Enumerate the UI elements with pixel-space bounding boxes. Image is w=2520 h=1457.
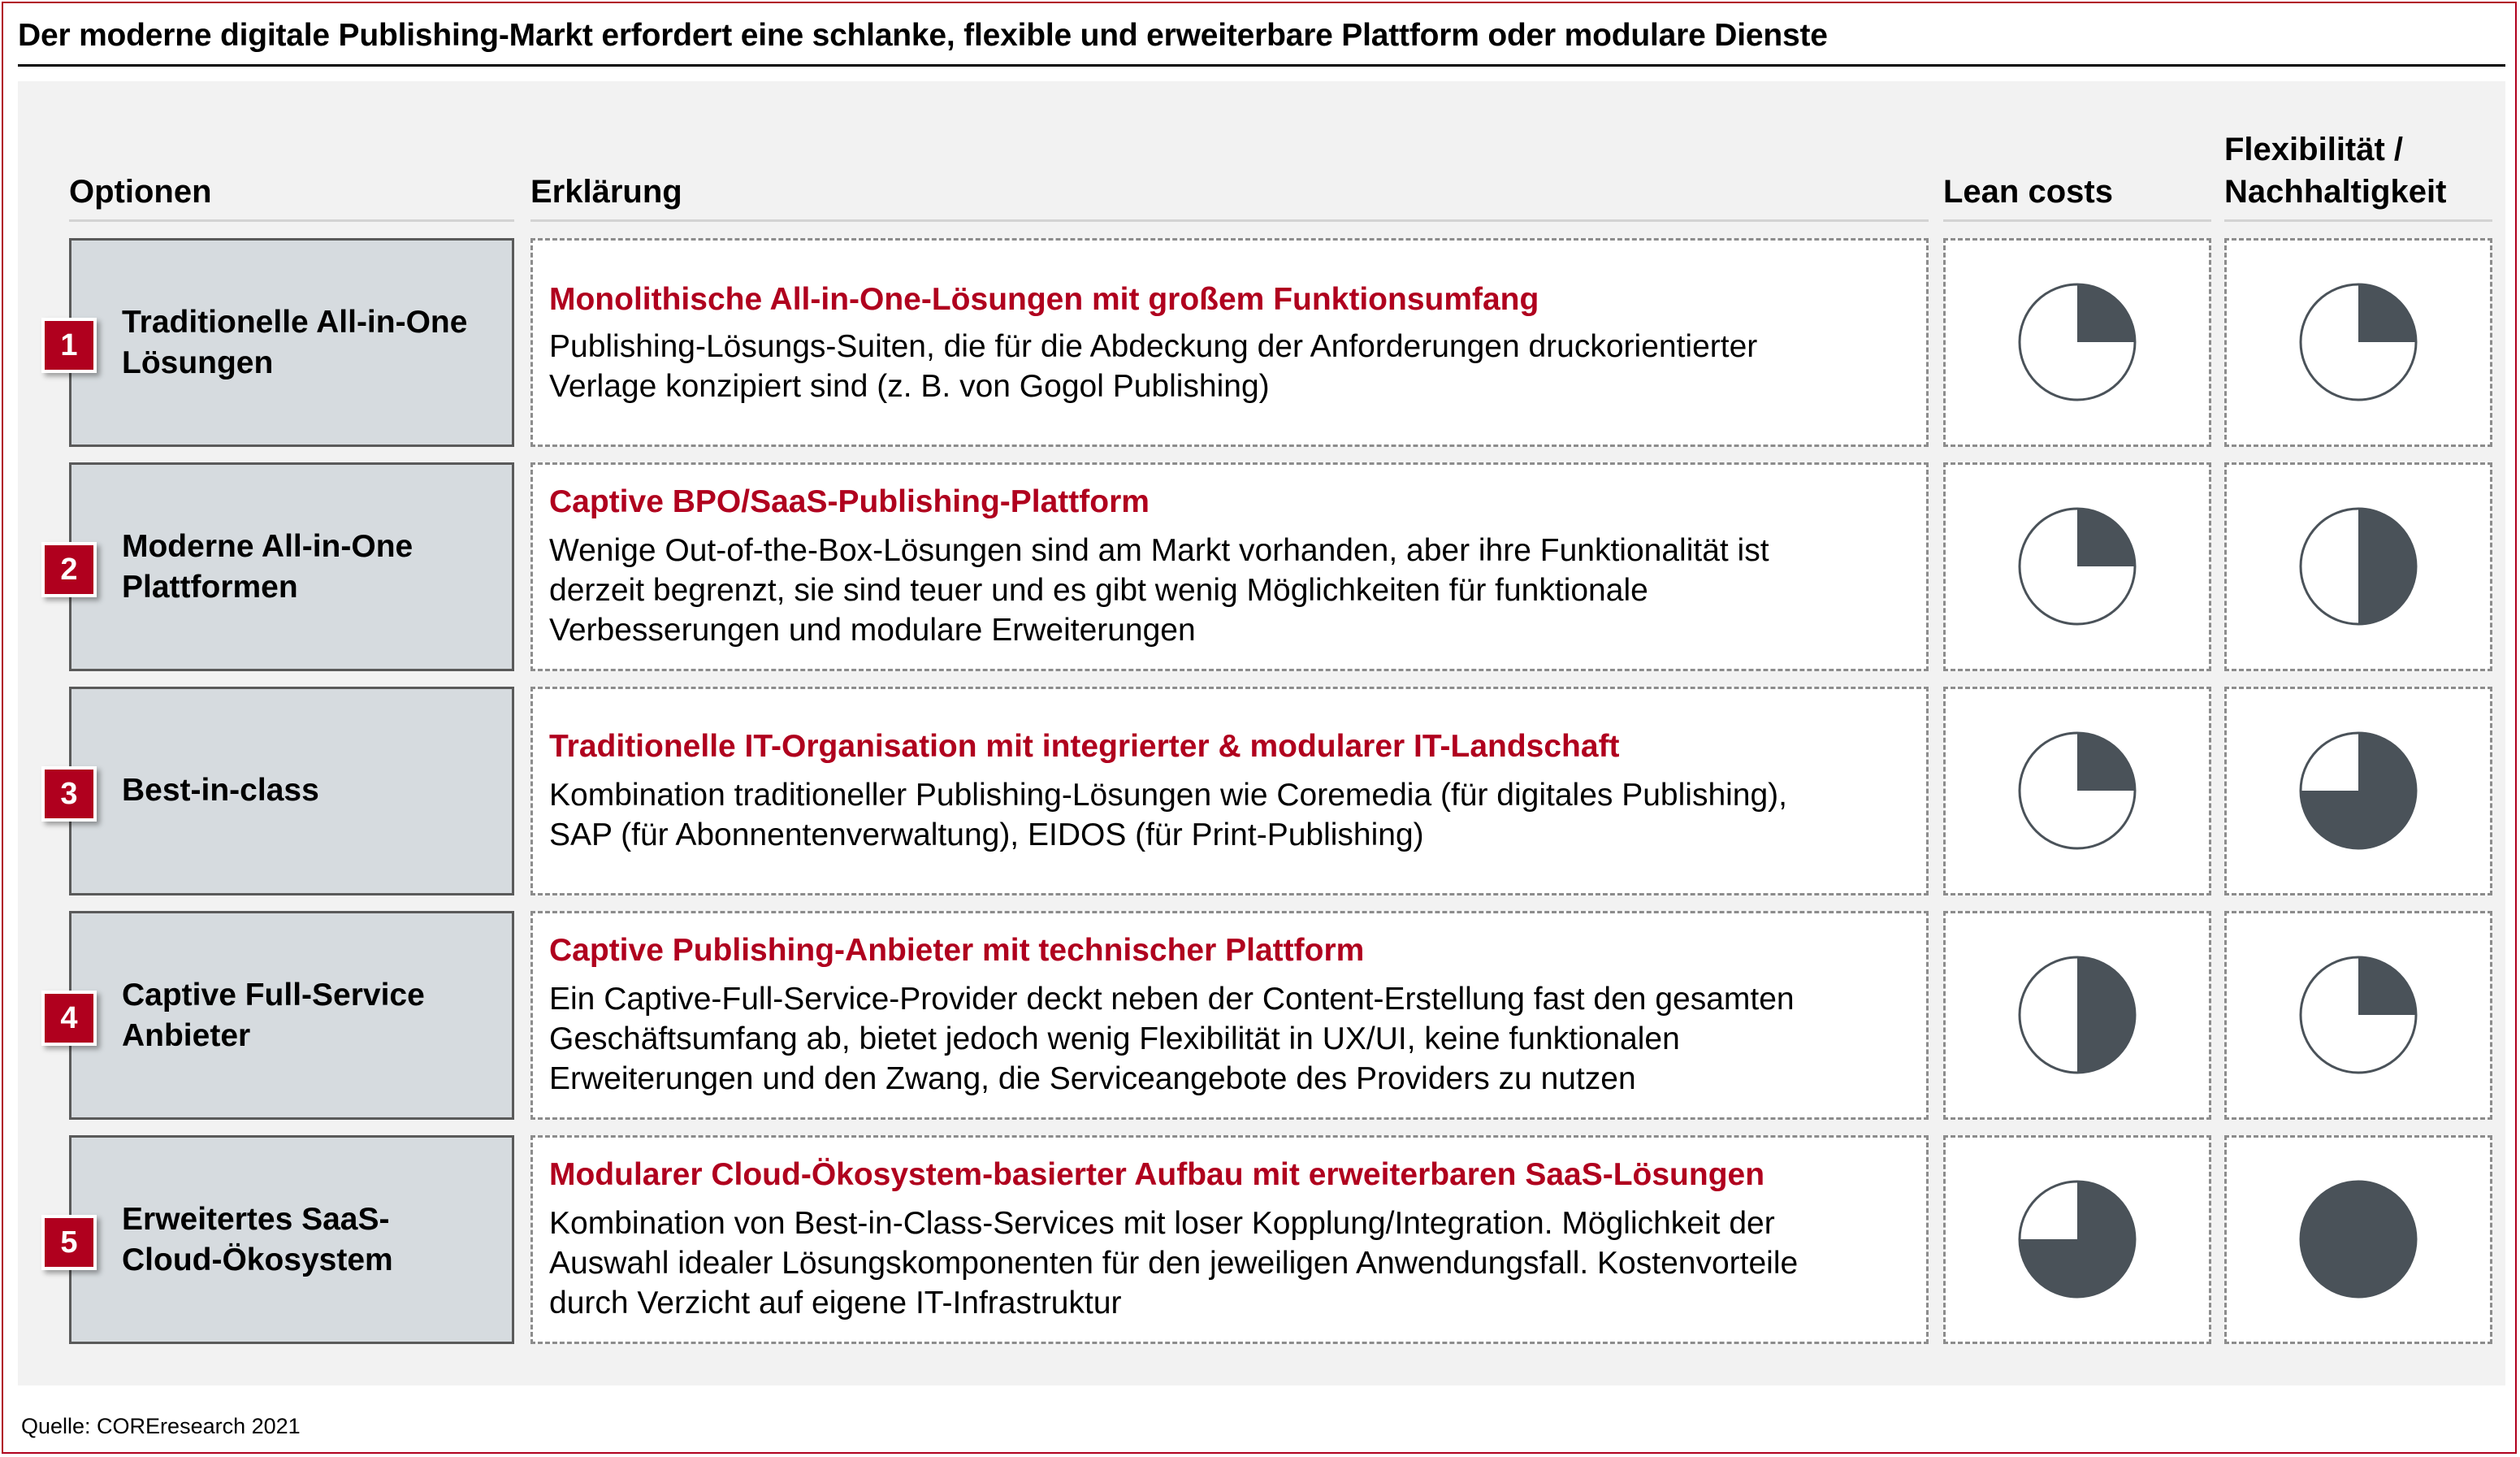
explanation-headline: Monolithische All-in-One-Lösungen mit großem Funktionsumfang [549, 282, 1539, 317]
number-badge: 3 [41, 766, 97, 822]
flexibility-pie [2297, 505, 2419, 627]
lean-costs-pie [2016, 505, 2138, 627]
header-flexibility-line1: Flexibilität / [2224, 132, 2404, 167]
pie-fill [2077, 284, 2135, 342]
pie-fill [2358, 957, 2416, 1015]
option-label: Captive Full-Service Anbieter [122, 978, 425, 1053]
source-note: Quelle: COREresearch 2021 [21, 1414, 301, 1438]
number-badge: 1 [41, 318, 97, 373]
explanation-text: Ein Captive-Full-Service-Provider deckt neben der Content-Erstellung fast den gesamten Geschäftsumfang ab, bietet jedoch wenig Flexibilität in UX/UI, keine funktionalen Erweiterungen und den Zwang, die Serviceangebote des Providers zu nutzen [549, 982, 1795, 1096]
slide-title: Der moderne digitale Publishing-Markt erfordert eine schlanke, flexible und erweiterbare Plattform oder modulare Dienste [18, 18, 1828, 53]
pie-fill [2358, 509, 2416, 624]
pie-fill [2077, 733, 2135, 791]
flexibility-pie [2297, 1178, 2419, 1300]
pie-fill [2301, 1182, 2416, 1297]
explanation-text: Publishing-Lösungs-Suiten, die für die Abdeckung der Anforderungen druckorientierter Verlage konzipiert sind (z. B. von Gogol Publishing) [549, 329, 1758, 404]
title-divider [18, 64, 2505, 67]
lean-costs-pie [2016, 954, 2138, 1076]
header-optionen: Optionen [69, 174, 212, 210]
number-badge: 2 [41, 542, 97, 597]
option-label: Traditionelle All-in-One Lösungen [122, 305, 468, 380]
flexibility-pie [2297, 281, 2419, 403]
header-flexibility-rule [2224, 219, 2492, 222]
header-flexibility-line2: Nachhaltigkeit [2224, 174, 2447, 210]
header-erklaerung: Erklärung [530, 174, 682, 210]
explanation-text: Kombination traditioneller Publishing-Lösungen wie Coremedia (für digitales Publishing), SAP (für Abonnentenverwaltung), EIDOS (für Print-Publishing) [549, 778, 1788, 852]
header-lean-costs-rule [1943, 219, 2211, 222]
option-label: Best-in-class [122, 773, 319, 808]
number-badge: 4 [41, 991, 97, 1046]
explanation-headline: Traditionelle IT-Organisation mit integrierter & modularer IT-Landschaft [549, 729, 1620, 764]
lean-costs-pie [2016, 1178, 2138, 1300]
pie-fill [2077, 957, 2135, 1073]
lean-costs-pie [2016, 730, 2138, 852]
flexibility-pie [2297, 730, 2419, 852]
explanation-headline: Modularer Cloud-Ökosystem-basierter Aufbau mit erweiterbaren SaaS-Lösungen [549, 1157, 1765, 1192]
option-label: Moderne All-in-One Plattformen [122, 529, 414, 605]
explanation-text: Kombination von Best-in-Class-Services mit loser Kopplung/Integration. Möglichkeit der Auswahl idealer Lösungskomponenten für den jeweiligen Anwendungsfall. Kostenvorteile durch Verzicht auf eigene IT-Infrastruktur [549, 1206, 1799, 1320]
lean-costs-pie [2016, 281, 2138, 403]
flexibility-pie [2297, 954, 2419, 1076]
header-lean-costs: Lean costs [1943, 174, 2113, 210]
pie-fill [2077, 509, 2135, 566]
explanation-text: Wenige Out-of-the-Box-Lösungen sind am Markt vorhanden, aber ihre Funktionalität ist derzeit begrenzt, sie sind teuer und es gibt wenig Möglichkeiten für funktionale Verbesserungen und modulare Erweiterungen [549, 533, 1769, 648]
header-erklaerung-rule [530, 219, 1929, 222]
explanation-headline: Captive BPO/SaaS-Publishing-Plattform [549, 484, 1150, 519]
header-optionen-rule [69, 219, 514, 222]
option-label: Erweitertes SaaS- Cloud-Ökosystem [122, 1202, 393, 1277]
number-badge: 5 [41, 1215, 97, 1270]
explanation-headline: Captive Publishing-Anbieter mit technischer Plattform [549, 933, 1365, 968]
pie-fill [2358, 284, 2416, 342]
